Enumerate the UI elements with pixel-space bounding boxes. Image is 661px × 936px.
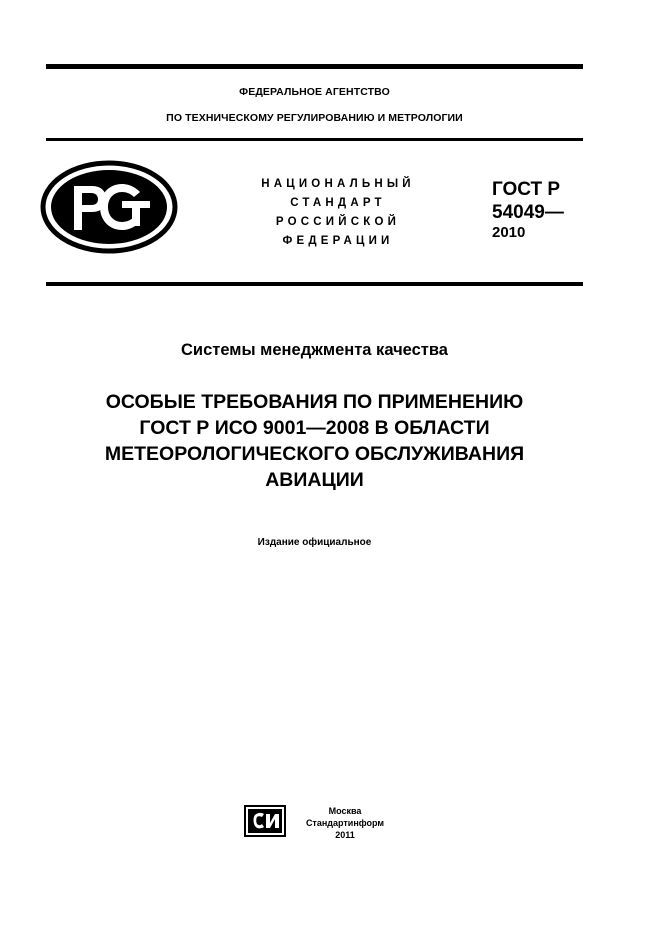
imprint-year: 2011: [335, 830, 355, 840]
national-standard-line-3: РОССИЙСКОЙ: [275, 216, 401, 228]
national-standard-line-1: НАЦИОНАЛЬНЫЙ: [261, 178, 415, 190]
title-line-4: АВИАЦИИ: [265, 469, 364, 491]
agency-line-2: ПО ТЕХНИЧЕСКОМУ РЕГУЛИРОВАНИЮ И МЕТРОЛОГИИ: [166, 112, 463, 124]
national-standard-line-2: СТАНДАРТ: [290, 197, 386, 209]
designation-line-3: 2010: [492, 224, 526, 241]
national-standard-line-4: ФЕДЕРАЦИИ: [282, 235, 394, 247]
imprint-publisher: Стандартинформ: [305, 818, 385, 828]
national-standard-label: [222, 175, 454, 251]
title-line-2: ГОСТ Р ИСО 9001—2008 В ОБЛАСТИ: [139, 417, 490, 439]
header-rule: [46, 138, 583, 141]
rst-certification-logo-icon: [40, 160, 178, 254]
standard-designation: [492, 178, 602, 242]
top-rule: [46, 64, 583, 69]
designation-line-2: 54049—: [492, 202, 564, 223]
imprint: [300, 805, 390, 841]
standartinform-logo-icon: [244, 805, 286, 837]
edition-label: Издание официальное: [257, 537, 372, 548]
title-line-1: ОСОБЫЕ ТРЕБОВАНИЯ ПО ПРИМЕНЕНИЮ: [105, 391, 524, 413]
document-title: [46, 389, 583, 493]
title-line-3: МЕТЕОРОЛОГИЧЕСКОГО ОБСЛУЖИВАНИЯ: [104, 443, 525, 465]
agency-line-1: ФЕДЕРАЛЬНОЕ АГЕНТСТВО: [239, 86, 390, 98]
subtitle: Системы менеджмента качества: [181, 341, 448, 359]
designation-line-1: ГОСТ Р: [492, 179, 561, 200]
imprint-city: Москва: [328, 806, 362, 816]
header-bottom-rule: [46, 282, 583, 286]
